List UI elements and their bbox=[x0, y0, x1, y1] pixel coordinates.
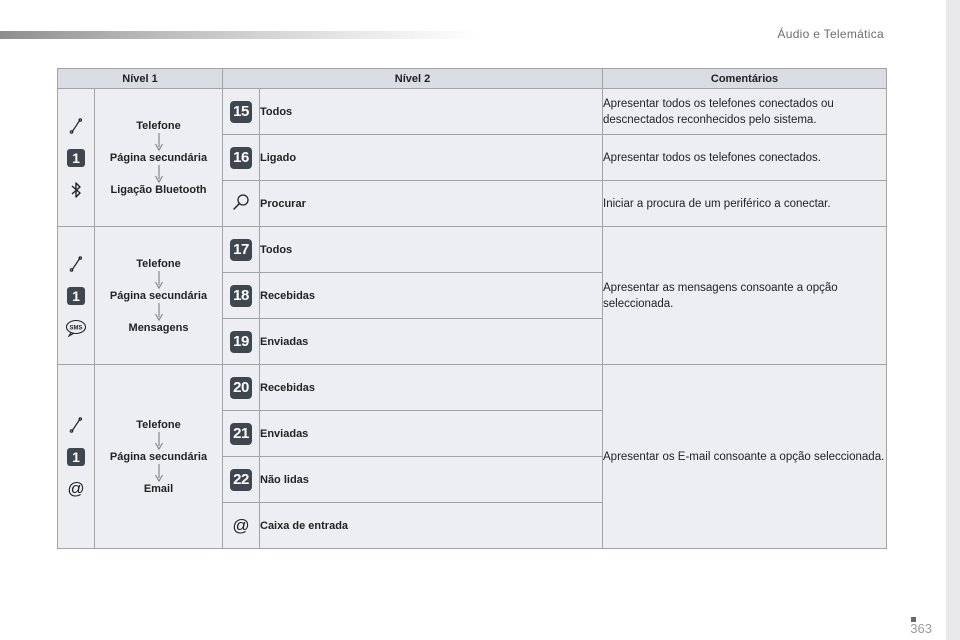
level2-number-cell bbox=[223, 181, 260, 227]
level2-number-cell bbox=[223, 503, 260, 549]
bluetooth-icon bbox=[67, 181, 85, 199]
level1-badge: 1 bbox=[67, 448, 85, 466]
level2-label: Enviadas bbox=[260, 411, 603, 457]
level1-flow bbox=[95, 419, 222, 495]
arrow-down-icon bbox=[154, 431, 164, 451]
header-gradient-bar bbox=[0, 31, 480, 39]
step-badge: 19 bbox=[230, 331, 252, 353]
phone-handset-icon bbox=[67, 117, 85, 135]
level2-number-cell bbox=[223, 411, 260, 457]
level1-flow-cell bbox=[95, 227, 223, 365]
phone-handset-icon bbox=[67, 416, 85, 434]
level2-label: Procurar bbox=[260, 181, 603, 227]
search-icon bbox=[231, 192, 251, 212]
table-row bbox=[58, 89, 887, 135]
column-header-level1: Nível 1 bbox=[58, 69, 223, 89]
level2-number-cell bbox=[223, 89, 260, 135]
level1-badge: 1 bbox=[67, 149, 85, 167]
arrow-down-icon bbox=[154, 302, 164, 322]
comment-cell: Iniciar a procura de um periférico a conectar. bbox=[603, 181, 887, 227]
step-badge: 15 bbox=[230, 101, 252, 123]
sms-icon-text: SMS bbox=[69, 325, 83, 331]
arrow-down-icon bbox=[154, 164, 164, 184]
column-header-comments: Comentários bbox=[603, 69, 887, 89]
flow-item: Telefone bbox=[136, 418, 181, 431]
arrow-down-icon bbox=[154, 270, 164, 290]
level2-label: Todos bbox=[260, 227, 603, 273]
level2-number-cell bbox=[223, 319, 260, 365]
level2-label: Caixa de entrada bbox=[260, 503, 603, 549]
flow-item: Ligação Bluetooth bbox=[110, 183, 207, 196]
flow-item: Página secundária bbox=[109, 151, 208, 164]
level2-number-cell bbox=[223, 365, 260, 411]
flow-item: Telefone bbox=[136, 257, 181, 270]
table-header-row bbox=[58, 69, 887, 89]
at-sign-icon: @ bbox=[232, 515, 250, 535]
table-row bbox=[58, 365, 887, 411]
comment-cell: Apresentar todos os telefones conectados ou descnectados reconhecidos pelo sistema. bbox=[603, 89, 887, 135]
level1-icons-cell bbox=[58, 365, 95, 549]
level1-flow-cell bbox=[95, 365, 223, 549]
level1-flow-cell bbox=[95, 89, 223, 227]
step-badge: 18 bbox=[230, 285, 252, 307]
arrow-down-icon bbox=[154, 132, 164, 152]
level2-label: Não lidas bbox=[260, 457, 603, 503]
comment-cell: Apresentar os E-mail consoante a opção seleccionada. bbox=[603, 365, 887, 549]
sms-icon bbox=[65, 319, 87, 337]
level2-label: Todos bbox=[260, 89, 603, 135]
level1-flow bbox=[95, 258, 222, 334]
column-header-level2: Nível 2 bbox=[223, 69, 603, 89]
arrow-down-icon bbox=[154, 463, 164, 483]
level2-label: Ligado bbox=[260, 135, 603, 181]
level1-icons-cell bbox=[58, 89, 95, 227]
comment-cell: Apresentar as mensagens consoante a opção seleccionada. bbox=[603, 227, 887, 365]
flow-item: Página secundária bbox=[109, 450, 208, 463]
level1-flow bbox=[95, 120, 222, 196]
page-number: 363 bbox=[910, 621, 932, 636]
phone-handset-icon bbox=[67, 255, 85, 273]
level1-icons-cell bbox=[58, 227, 95, 365]
section-title: Áudio e Telemática bbox=[777, 27, 884, 41]
flow-item: Mensagens bbox=[128, 321, 189, 334]
step-badge: 16 bbox=[230, 147, 252, 169]
flow-item: Telefone bbox=[136, 119, 181, 132]
level1-badge: 1 bbox=[67, 287, 85, 305]
at-sign-icon: @ bbox=[67, 478, 85, 498]
level2-number-cell bbox=[223, 457, 260, 503]
comment-cell: Apresentar todos os telefones conectados. bbox=[603, 135, 887, 181]
step-badge: 21 bbox=[230, 423, 252, 445]
level2-label: Recebidas bbox=[260, 273, 603, 319]
level2-label: Enviadas bbox=[260, 319, 603, 365]
level2-number-cell bbox=[223, 273, 260, 319]
flow-item: Email bbox=[143, 482, 174, 495]
step-badge: 22 bbox=[230, 469, 252, 491]
level2-label: Recebidas bbox=[260, 365, 603, 411]
table-row bbox=[58, 227, 887, 273]
flow-item: Página secundária bbox=[109, 289, 208, 302]
right-margin-strip bbox=[946, 0, 960, 640]
step-badge: 20 bbox=[230, 377, 252, 399]
level2-number-cell bbox=[223, 135, 260, 181]
menu-table bbox=[57, 68, 887, 549]
level2-number-cell bbox=[223, 227, 260, 273]
step-badge: 17 bbox=[230, 239, 252, 261]
